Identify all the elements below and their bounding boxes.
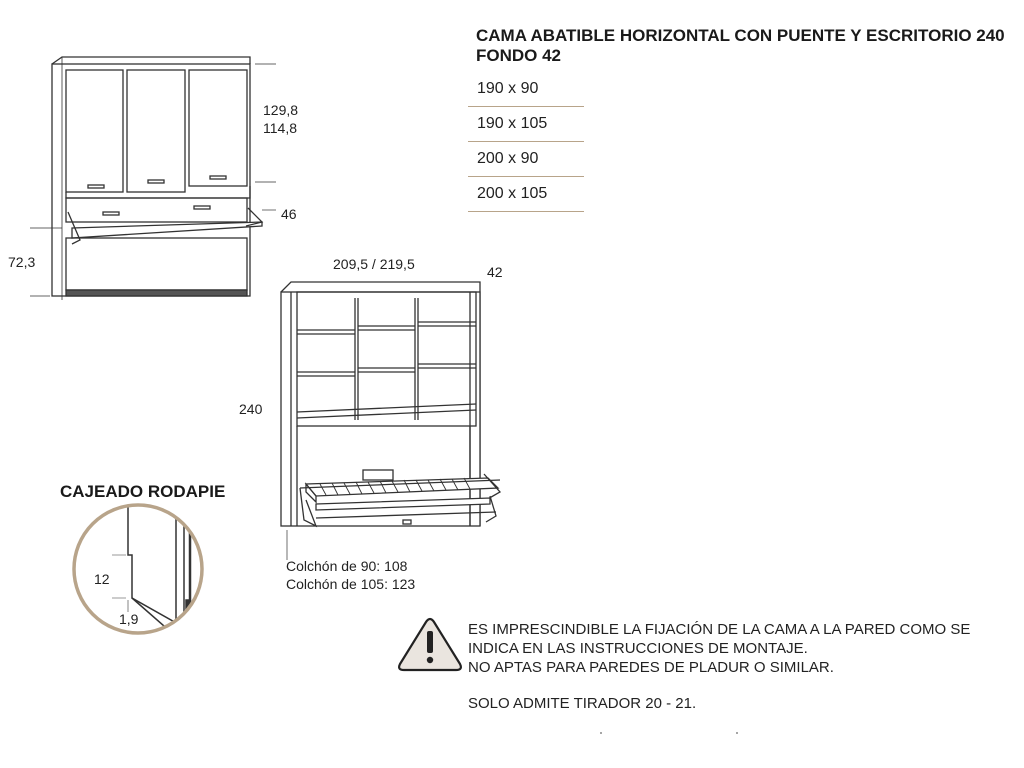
product-title: CAMA ABATIBLE HORIZONTAL CON PUENTE Y ESCRITORIO 240 FONDO 42 [476, 26, 1005, 65]
top-elevation-drawing [30, 57, 276, 300]
detail-title: CAJEADO RODAPIE [60, 482, 226, 501]
main-elevation-drawing [281, 282, 500, 560]
detail-height-label: 12 [94, 571, 110, 587]
size-row: 190 x 90 [468, 72, 584, 107]
mattress-90-label: Colchón de 90: 108 [286, 558, 408, 574]
handle-note: SOLO ADMITE TIRADOR 20 - 21. [468, 695, 697, 712]
warning-text [468, 620, 1018, 677]
detail-depth-label: 1,9 [119, 611, 139, 627]
size-row: 200 x 105 [468, 177, 584, 212]
size-table [468, 72, 584, 212]
width-label: 209,5 / 219,5 [333, 256, 415, 272]
height-label: 240 [239, 401, 263, 417]
warning-line-2: INDICA EN LAS INSTRUCCIONES DE MONTAJE. [468, 640, 808, 657]
bed-height-label: 72,3 [8, 254, 36, 270]
baseboard-detail-drawing [70, 500, 210, 642]
depth-label: 42 [487, 264, 503, 280]
warning-line-3: NO APTAS PARA PAREDES DE PLADUR O SIMILAR. [468, 659, 834, 676]
height-a-label: 129,8 [263, 102, 299, 118]
warning-line-1: ES IMPRESCINDIBLE LA FIJACIÓN DE LA CAMA A LA PARED COMO SE [468, 621, 971, 638]
size-row: 200 x 90 [468, 142, 584, 177]
height-b-label: 114,8 [263, 120, 297, 136]
desk-height-label: 46 [281, 206, 297, 222]
mattress-105-label: Colchón de 105: 123 [286, 576, 416, 592]
warning-triangle-icon [399, 619, 461, 670]
size-row: 190 x 105 [468, 107, 584, 142]
height-labels [263, 101, 298, 137]
mattress-labels [286, 557, 415, 593]
